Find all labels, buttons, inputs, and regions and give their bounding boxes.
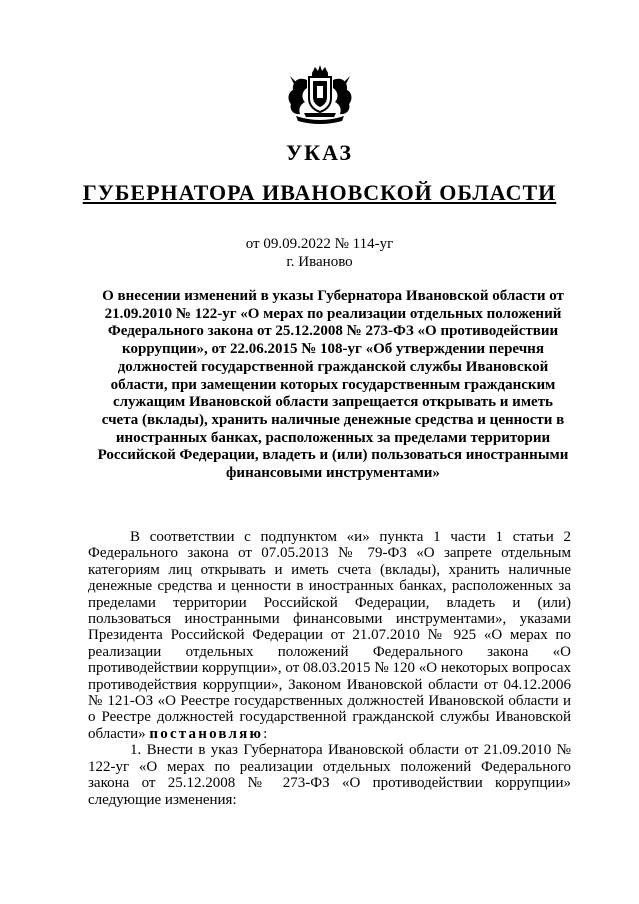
document-date-number: от 09.09.2022 № 114-уг xyxy=(245,236,394,252)
document-body xyxy=(88,529,571,808)
document-city: г. Иваново xyxy=(286,254,353,270)
preamble-text: В соответствии с подпунктом «и» пункта 1 части 1 статьи 2 Федерального закона от 07.05.2013 № 79-ФЗ «О запрете отдельным категориям лиц открывать и иметь счета (вклады), хранить наличные денежные средства и ценности в иностранных банках, расположенных за пределами территории Российской Федерации, владеть и (или) пользоваться иностранными финансовыми инструментами», указами Президента Российской Федерации от 21.07.2010 № 925 «О мерах по реализации отдельных положений Федерального закона «О противодействии коррупции», от 08.03.2015 № 120 «О некоторых вопросах противодействия коррупции», Законом Ивановской области от 04.12.2006 № 121-ОЗ «О Реестре государственных должностей Ивановской области и о Реестре должностей государственной гражданской службы Ивановской области» xyxy=(88,529,571,742)
document-heading: О внесении изменений в указы Губернатора Ивановской области от 21.09.2010 № 122-уг «О мерах по реализации отдельных положений Федерального закона от 25.12.2008 № 273-ФЗ «О противодействии коррупции», от 22.06.2015 № 108-уг «Об утверждении перечня должностей государственной гражданской службы Ивановской области, при замещении которых государственным гражданским служащим Ивановской области запрещается открывать и иметь счета (вклады), хранить наличные денежные средства и ценности в иностранных банках, расположенных за пределами территории Российской Федерации, владеть и (или) пользоваться иностранными финансовыми инструментами» xyxy=(97,288,569,482)
preamble-paragraph xyxy=(88,529,571,742)
preamble-end: : xyxy=(263,725,268,742)
clause-1-paragraph: 1. Внести в указ Губернатора Ивановской области от 21.09.2010 № 122-уг «О мерах по реализации отдельных положений Федерального закона от 25.12.2008 № 273-ФЗ «О противодействии коррупции» следующие изменения: xyxy=(88,742,571,808)
document-type-title: УКАЗ xyxy=(285,140,354,165)
decree-keyword: постановляю xyxy=(149,725,264,742)
issuer-title: ГУБЕРНАТОРА ИВАНОВСКОЙ ОБЛАСТИ xyxy=(82,180,557,205)
coat-of-arms-icon xyxy=(284,64,356,126)
